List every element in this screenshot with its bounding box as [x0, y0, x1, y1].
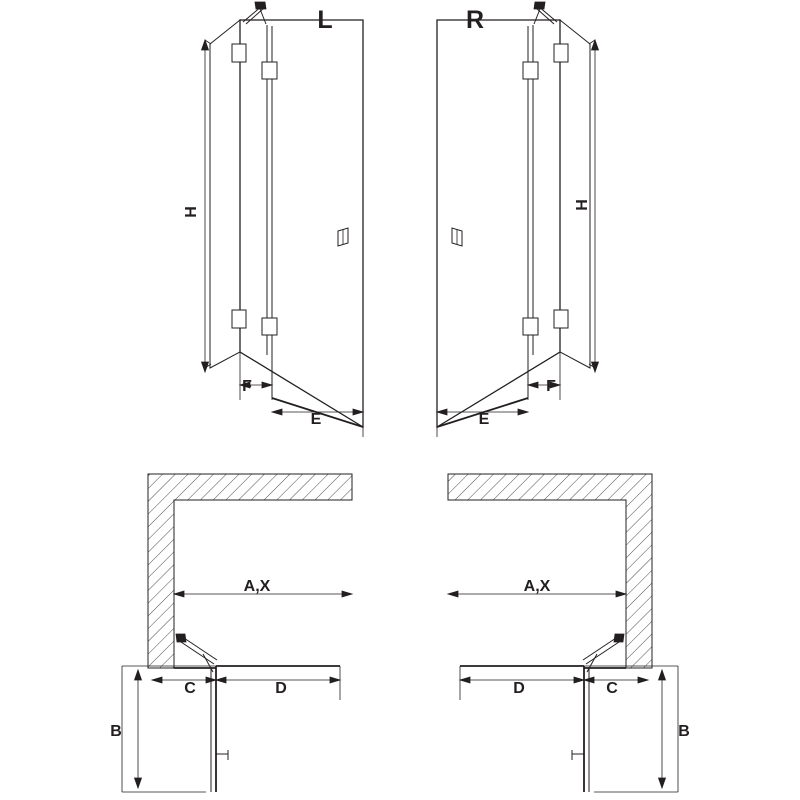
- left-door-hinge-bottom: [262, 318, 277, 335]
- right-door-hinge-bottom: [523, 318, 538, 335]
- plan-right-hinge-cap: [614, 634, 624, 642]
- plan-left-b-arrow-bottom: [135, 778, 142, 788]
- plan-right-b-arrow-bottom: [659, 778, 666, 788]
- plan-left-c-label: C: [184, 680, 196, 697]
- left-f-label: F: [242, 378, 252, 395]
- left-door-panel-outer: [240, 20, 363, 427]
- plan-left: [110, 474, 352, 792]
- right-stabiliser-bar-2: [536, 8, 554, 24]
- right-door-panel-outer: [437, 20, 560, 427]
- left-hinge-bottom: [232, 310, 246, 328]
- plan-left-hinge-arm: [178, 640, 214, 664]
- left-door-hinge-top: [262, 62, 277, 79]
- right-e-arrow-left: [437, 409, 447, 415]
- right-e-arrow-right: [518, 409, 528, 415]
- plan-left-b-label: B: [110, 723, 122, 740]
- plan-right-d-label: D: [513, 680, 525, 697]
- plan-right-hinge-arm-2: [583, 636, 619, 660]
- plan-left-d-arrow-right: [330, 677, 340, 683]
- left-e-arrow-left: [272, 409, 282, 415]
- left-hinge-top: [232, 44, 246, 62]
- plan-right-ax-label: A,X: [523, 578, 551, 595]
- right-height-arrow-bottom: [592, 362, 599, 372]
- plan-left-hinge-cap: [176, 634, 186, 642]
- elevation-left: [183, 2, 363, 437]
- plan-right-b-arrow-top: [659, 670, 666, 680]
- right-f-arrow-left: [528, 382, 538, 388]
- right-height-label: H: [574, 199, 591, 211]
- left-e-label: E: [310, 411, 322, 428]
- elevation-right: [437, 2, 599, 437]
- left-f-arrow-right: [262, 382, 272, 388]
- left-e-arrow-right: [353, 409, 363, 415]
- plan-right: [448, 474, 690, 792]
- plan-right-b-label: B: [678, 723, 690, 740]
- right-door-hinge-top: [523, 62, 538, 79]
- plan-left-d-label: D: [275, 680, 287, 697]
- left-stabiliser-bar-2: [246, 8, 264, 24]
- plan-left-d-arrow-left: [216, 677, 226, 683]
- right-stabiliser-cap: [534, 2, 545, 9]
- plan-right-d-arrow-right: [574, 677, 584, 683]
- plan-left-hinge-arm-2: [181, 636, 217, 660]
- plan-right-c-label: C: [606, 680, 618, 697]
- right-variant-label: R: [465, 6, 485, 34]
- plan-left-ax-arrow-left: [174, 591, 184, 597]
- plan-left-b-arrow-top: [135, 670, 142, 680]
- plan-left-c-arrow-left: [152, 677, 162, 683]
- plan-right-ax-arrow-left: [448, 591, 458, 597]
- plan-left-ax-arrow-right: [342, 591, 352, 597]
- left-height-label: H: [183, 206, 200, 218]
- left-stabiliser-cap: [255, 2, 266, 9]
- plan-right-ax-arrow-right: [616, 591, 626, 597]
- plan-right-c-arrow-right: [638, 677, 648, 683]
- left-variant-label: L: [317, 6, 333, 34]
- right-hinge-top: [554, 44, 568, 62]
- right-f-label: F: [546, 378, 556, 395]
- left-height-arrow-bottom: [202, 362, 209, 372]
- plan-right-d-arrow-left: [460, 677, 470, 683]
- plan-left-ax-label: A,X: [243, 578, 271, 595]
- right-e-label: E: [478, 411, 490, 428]
- plan-right-hinge-arm: [586, 640, 622, 664]
- right-hinge-bottom: [554, 310, 568, 328]
